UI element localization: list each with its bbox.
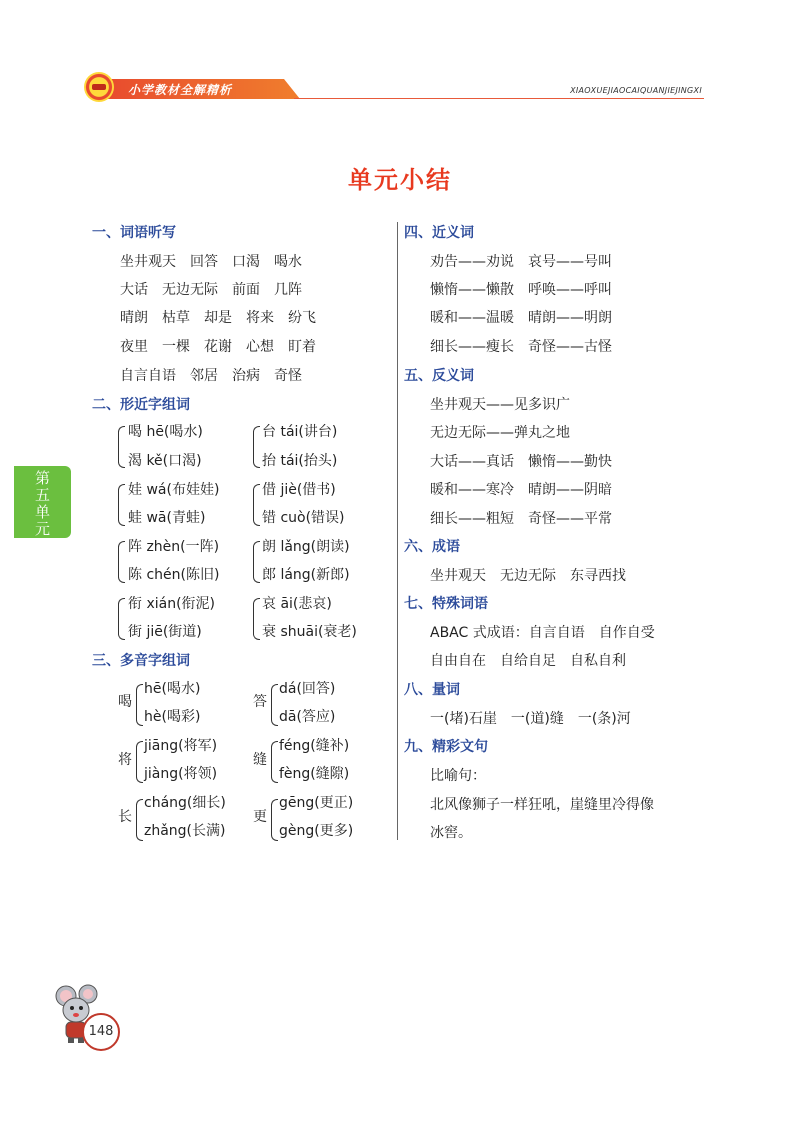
section-title: 三、多音字组词: [92, 653, 190, 669]
word-row: 自言自语 邻居 治病 奇怪: [120, 368, 302, 384]
polyphone-char: 缝: [253, 752, 267, 768]
word-row: 大话 无边无际 前面 几阵: [120, 282, 302, 298]
brace: [271, 741, 278, 783]
similar-char-item: 郎 láng(新郎): [262, 567, 350, 583]
polyphone-reading: dá(回答): [279, 681, 336, 697]
polyphone-reading: gēng(更正): [279, 795, 354, 811]
brace: [118, 484, 125, 526]
similar-char-item: 错 cuò(错误): [262, 510, 345, 526]
brace: [118, 598, 125, 640]
brace: [253, 598, 260, 640]
word-row: 无边无际——弹丸之地: [430, 425, 570, 441]
section-title: 八、量词: [404, 682, 460, 698]
similar-char-item: 哀 āi(悲哀): [262, 596, 332, 612]
similar-char-item: 阵 zhèn(一阵): [128, 539, 220, 555]
similar-char-item: 喝 hē(喝水): [128, 424, 203, 440]
page-number: 148: [82, 1013, 120, 1051]
polyphone-char: 更: [253, 809, 267, 825]
polyphone-reading: féng(缝补): [279, 738, 350, 754]
brace: [253, 541, 260, 583]
brace: [118, 426, 125, 468]
word-row: ABAC 式成语：自言自语 自作自受: [430, 625, 655, 641]
section-title: 九、精彩文句: [404, 739, 488, 755]
word-row: 懒惰——懒散 呼唤——呼叫: [430, 282, 612, 298]
similar-char-item: 衰 shuāi(衰老): [262, 624, 357, 640]
brace: [136, 741, 143, 783]
polyphone-reading: jiàng(将领): [144, 766, 218, 782]
similar-char-item: 蛙 wā(青蛙): [128, 510, 206, 526]
word-row: 细长——粗短 奇怪——平常: [430, 511, 612, 527]
polyphone-reading: zhǎng(长满): [144, 823, 226, 839]
word-row: 大话——真话 懒惰——勤快: [430, 454, 612, 470]
similar-char-item: 借 jiè(借书): [262, 482, 336, 498]
word-row: 一(堵)石崖 一(道)缝 一(条)河: [430, 711, 631, 727]
section-title: 六、成语: [404, 539, 460, 555]
similar-char-item: 朗 lǎng(朗读): [262, 539, 350, 555]
section-title: 一、词语听写: [92, 225, 176, 241]
word-row: 细长——瘦长 奇怪——古怪: [430, 339, 612, 355]
side-tab-char: 第: [34, 469, 50, 487]
word-row: 坐井观天 无边无际 东寻西找: [430, 568, 626, 584]
brace: [136, 799, 143, 841]
polyphone-reading: hè(喝彩): [144, 709, 201, 725]
brace: [271, 799, 278, 841]
section-title: 二、形近字组词: [92, 397, 190, 413]
similar-char-item: 娃 wá(布娃娃): [128, 482, 220, 498]
word-row: 暖和——寒冷 晴朗——阴暗: [430, 482, 612, 498]
publisher-logo-icon: [84, 72, 114, 102]
header-pinyin: XIAOXUEJIAOCAIQUANJIEJINGXI: [570, 86, 702, 95]
polyphone-reading: dā(答应): [279, 709, 336, 725]
word-row: 夜里 一棵 花谢 心想 盯着: [120, 339, 316, 355]
polyphone-reading: hē(喝水): [144, 681, 201, 697]
unit-side-tab: [14, 466, 71, 538]
similar-char-item: 抬 tái(抬头): [262, 453, 338, 469]
section-title: 七、特殊词语: [404, 596, 488, 612]
word-row: 自由自在 自给自足 自私自利: [430, 653, 626, 669]
sentence-row: 北风像狮子一样狂吼，崖缝里冷得像: [430, 797, 654, 813]
header-rule: [294, 98, 704, 99]
polyphone-reading: fèng(缝隙): [279, 766, 350, 782]
polyphone-char: 喝: [118, 694, 132, 710]
word-row: 劝告——劝说 哀号——号叫: [430, 254, 612, 270]
page-header: [84, 74, 704, 100]
brace: [271, 684, 278, 726]
similar-char-item: 台 tái(讲台): [262, 424, 338, 440]
similar-char-item: 陈 chén(陈旧): [128, 567, 220, 583]
polyphone-reading: jiāng(将军): [144, 738, 218, 754]
header-banner-text: 小学教材全解精析: [128, 83, 233, 97]
section-title: 四、近义词: [404, 225, 474, 241]
side-tab-char: 单: [34, 503, 50, 521]
column-divider: [397, 222, 398, 840]
word-row: 晴朗 枯草 却是 将来 纷飞: [120, 310, 316, 326]
polyphone-char: 将: [118, 752, 132, 768]
brace: [253, 484, 260, 526]
polyphone-char: 长: [118, 809, 132, 825]
word-row: 坐井观天 回答 口渴 喝水: [120, 254, 302, 270]
section-title: 五、反义词: [404, 368, 474, 384]
page-title: 单元小结: [348, 166, 452, 194]
brace: [118, 541, 125, 583]
side-tab-char: 五: [34, 486, 50, 504]
polyphone-reading: gèng(更多): [279, 823, 354, 839]
word-row: 坐井观天——见多识广: [430, 397, 570, 413]
word-row: 暖和——温暖 晴朗——明朗: [430, 310, 612, 326]
brace: [253, 426, 260, 468]
polyphone-char: 答: [253, 694, 267, 710]
similar-char-item: 渴 kě(口渴): [128, 453, 202, 469]
polyphone-reading: cháng(细长): [144, 795, 226, 811]
similar-char-item: 街 jiē(街道): [128, 624, 202, 640]
brace: [136, 684, 143, 726]
side-tab-char: 元: [34, 520, 50, 538]
sentence-row: 比喻句：: [430, 768, 486, 784]
similar-char-item: 衔 xián(衔泥): [128, 596, 216, 612]
sentence-row: 冰窖。: [430, 825, 472, 841]
